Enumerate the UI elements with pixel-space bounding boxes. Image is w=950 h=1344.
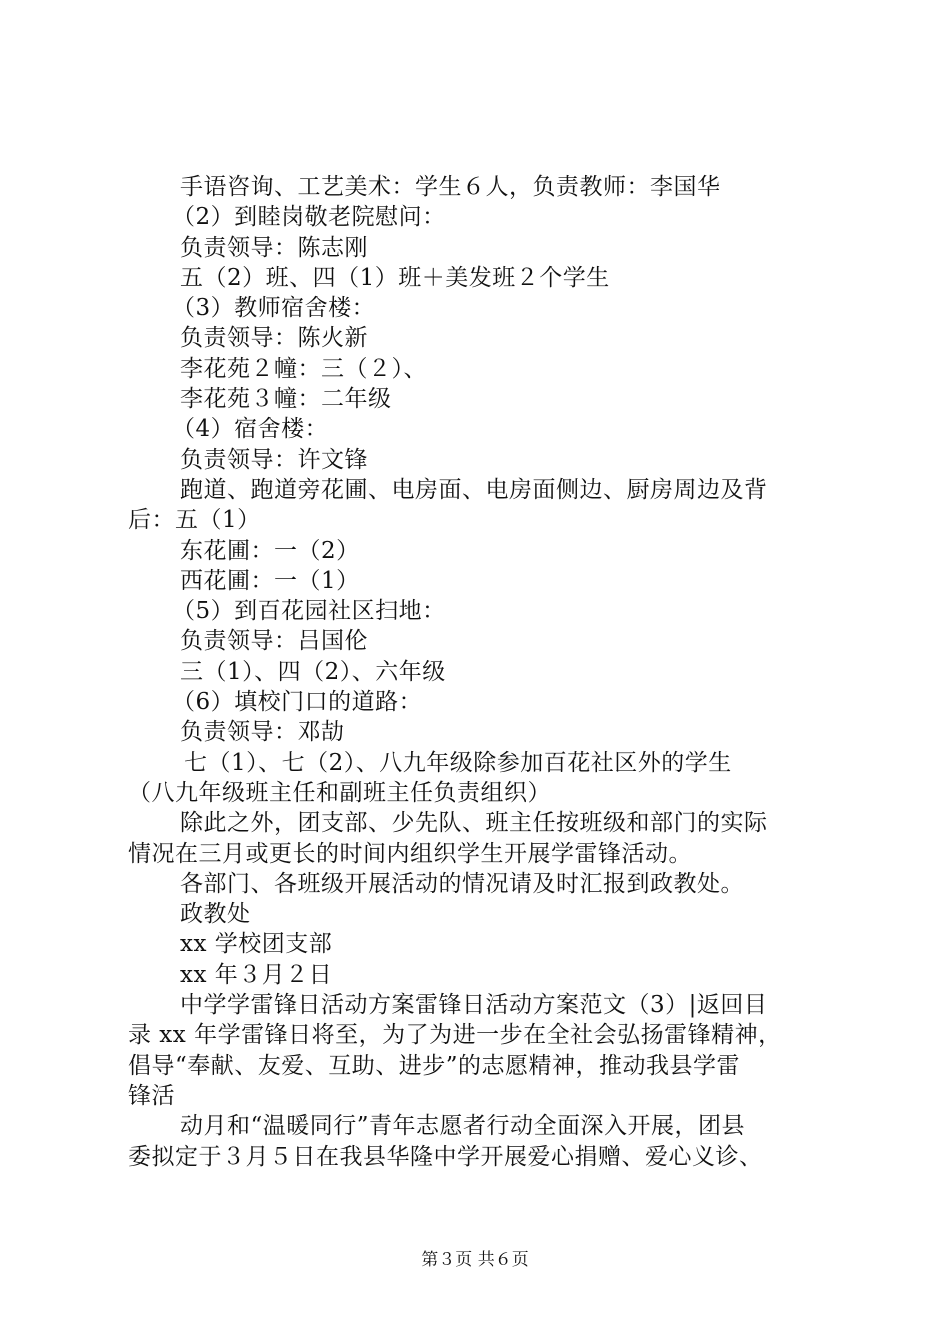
text-line: 政教处 — [180, 901, 251, 928]
text-line: （4）宿舍楼： — [172, 416, 329, 443]
text-line: 负责领导：吕国伦 — [180, 628, 368, 655]
text-line: 李花苑２幢：三（２）、 — [180, 355, 427, 382]
text-line: 三（1）、四（2）、六年级 — [180, 658, 446, 685]
text-line: 李花苑３幢：二年级 — [180, 386, 392, 413]
text-line: （6）填校门口的道路： — [172, 689, 423, 716]
text-line: 负责领导：陈志刚 — [180, 234, 368, 261]
text-line: 动月和“温暖同行”青年志愿者行动全面深入开展，团县 — [180, 1113, 746, 1140]
text-line: 负责领导：邓劼 — [180, 719, 345, 746]
text-line: 除此之外，团支部、少先队、班主任按班级和部门的实际 — [180, 810, 768, 837]
text-line: （2）到睦岗敬老院慰问： — [172, 204, 446, 231]
text-line: 锋活 — [128, 1082, 175, 1109]
text-line: （5）到百花园社区扫地： — [172, 598, 446, 625]
text-line: xx 学校团支部 — [180, 931, 333, 958]
text-line: 东花圃：一（2） — [180, 537, 360, 564]
text-line: 录 xx 年学雷锋日将至，为了为进一步在全社会弘扬雷锋精神， — [128, 1022, 782, 1049]
text-line: （3）教师宿舍楼： — [172, 295, 376, 322]
text-line: 负责领导：陈火新 — [180, 325, 368, 352]
text-line: 五（2）班、四（1）班＋美发班２个学生 — [180, 264, 610, 291]
text-line: 中学学雷锋日活动方案雷锋日活动方案范文（3）|返回目 — [180, 992, 768, 1019]
document-body — [128, 172, 838, 1172]
text-line: 倡导“奉献、友爱、互助、进步”的志愿精神，推动我县学雷 — [128, 1052, 741, 1079]
text-line: 七（1）、七（2）、八九年级除参加百花社区外的学生 — [184, 749, 732, 776]
text-line: 跑道、跑道旁花圃、电房面、电房面侧边、厨房周边及背 — [180, 476, 768, 503]
text-line: 委拟定于３月５日在我县华隆中学开展爱心捐赠、爱心义诊、 — [128, 1143, 763, 1170]
text-line: （八九年级班主任和副班主任负责组织） — [128, 779, 551, 806]
text-line: 情况在三月或更长的时间内组织学生开展学雷锋活动。 — [128, 840, 692, 867]
text-line: 手语咨询、工艺美术：学生６人，负责教师：李国华 — [180, 174, 721, 200]
text-line: 后：五（1） — [128, 507, 261, 534]
text-line: 各部门、各班级开展活动的情况请及时汇报到政教处。 — [180, 870, 744, 897]
text-line: xx 年３月２日 — [180, 961, 333, 988]
text-line: 负责领导：许文锋 — [180, 446, 368, 473]
page-footer: 第３页 共６页 — [421, 1250, 529, 1270]
text-line: 西花圃：一（1） — [180, 567, 360, 594]
